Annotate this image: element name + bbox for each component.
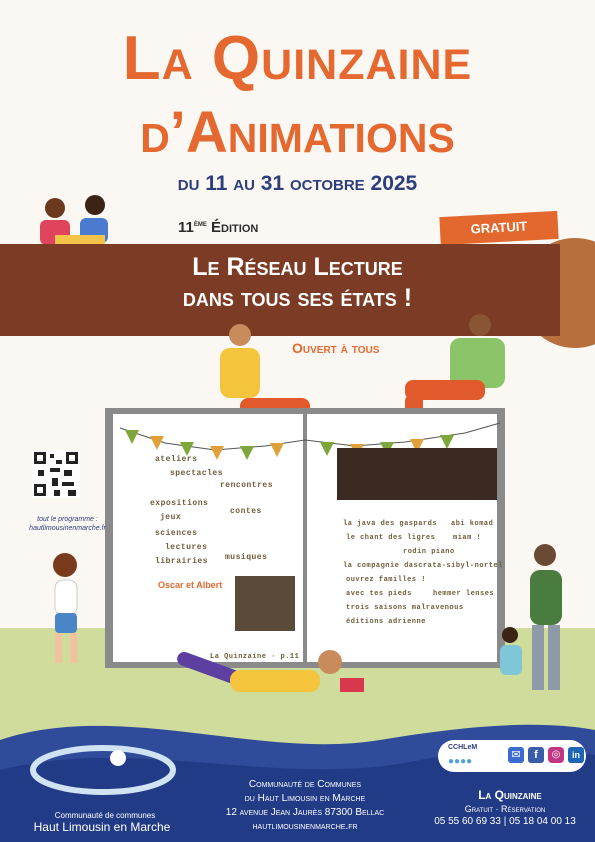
performer-item: éditions adrienne <box>346 618 426 626</box>
social-bar <box>438 740 586 772</box>
cc-website[interactable]: hautlimousinenmarche.fr <box>252 821 358 832</box>
banner-line1: Le Réseau Lecture <box>192 253 403 281</box>
activity-item: musiques <box>225 553 268 562</box>
edition-suffix: ème <box>193 218 207 228</box>
event-dates: du 11 au 31 octobre 2025 <box>177 172 418 195</box>
performer-item: abi komad <box>451 520 494 528</box>
performer-item: la compagnie dascrata-sibyl-nortel <box>343 562 503 570</box>
performer-item: ouvrez familles ! <box>346 576 426 584</box>
performer-item: la java des gaspards <box>343 520 438 528</box>
cc-name-line1: Communauté de Communes <box>248 779 362 790</box>
performer-item: trois saisons malravenous <box>346 604 464 612</box>
performer-item: avec tes pieds <box>346 590 412 598</box>
performer-item: hemmer lenses <box>433 590 495 598</box>
activity-item: lectures <box>165 543 208 552</box>
instagram-icon[interactable]: ◎ <box>548 747 564 763</box>
ouvert-a-tous: Ouvert à tous <box>292 340 380 356</box>
qr-caption: tout le programme : hautlimousinenmarche.fr <box>29 516 106 532</box>
cc-name-line2: du Haut Limousin en Marche <box>244 793 366 804</box>
performer-item: le chant des ligres <box>346 534 436 542</box>
activity-item: spectacles <box>170 469 224 478</box>
main-title-line2: d’Animations <box>140 100 455 165</box>
girl-running-illustration <box>30 545 110 675</box>
linkedin-icon[interactable]: in <box>568 747 584 763</box>
main-title-line1: La Quinzaine <box>122 24 473 93</box>
cchlm-label: CCHLeM <box>448 744 478 751</box>
qr-code[interactable] <box>32 450 80 498</box>
edition-word: Édition <box>211 219 259 236</box>
cc-address-block <box>205 778 405 834</box>
activity-item: sciences <box>155 529 198 538</box>
lq-phones[interactable]: 05 55 60 69 33 | 05 18 04 00 13 <box>434 816 576 827</box>
banner-line2: dans tous ses états ! <box>182 284 413 312</box>
book-right-page <box>343 520 508 640</box>
lq-reservation: Gratuit · Réservation <box>464 804 546 814</box>
activity-item: jeux <box>160 513 182 522</box>
performer-item: miam ! <box>453 534 482 542</box>
edition-label <box>178 218 258 236</box>
family-illustration <box>490 540 580 700</box>
performer-item: rodin piano <box>403 548 455 556</box>
oscar-albert-label: Oscar et Albert <box>158 580 223 590</box>
gratuit-badge: GRATUIT <box>439 211 558 245</box>
network-icon[interactable]: ✉ <box>508 747 524 763</box>
man-lying-reading-illustration <box>170 640 380 710</box>
book-caption: La Quinzaine · p.11 <box>210 653 300 661</box>
activity-item: rencontres <box>220 481 274 490</box>
facebook-icon[interactable]: f <box>528 747 544 763</box>
activity-item: expositions <box>150 499 209 508</box>
org-logo-line2: Haut Limousin en Marche <box>33 820 171 834</box>
dots-icon: ●●●● <box>448 756 473 767</box>
lq-title: La Quinzaine <box>478 788 542 802</box>
activity-item: ateliers <box>155 455 198 464</box>
activity-item: librairies <box>155 557 209 566</box>
cc-address: 12 avenue Jean Jaurès 87300 Bellac <box>225 807 385 818</box>
org-logo-line1: Communauté de communes <box>54 811 156 820</box>
edition-number: 11 <box>178 219 194 236</box>
activity-item: contes <box>230 507 262 516</box>
